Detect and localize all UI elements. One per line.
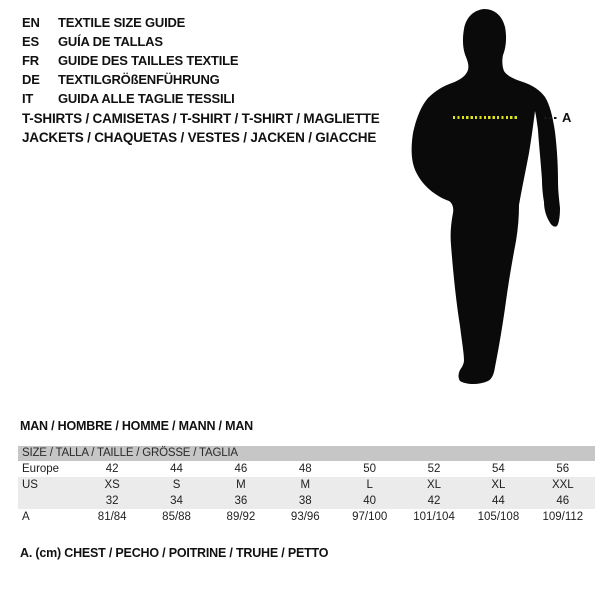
table-cell: M xyxy=(236,479,246,491)
table-cell: 50 xyxy=(363,463,377,475)
measure-leader-dashed-line xyxy=(544,117,559,119)
table-row xyxy=(18,493,595,509)
table-cell: 52 xyxy=(427,463,441,475)
table-row-label: A xyxy=(22,511,30,523)
language-row-en xyxy=(22,13,238,32)
language-code: EN xyxy=(22,15,40,30)
section-title-man: MAN / HOMBRE / HOMME / MANN / MAN xyxy=(20,419,253,433)
language-label: TEXTILGRÖßENFÜHRUNG xyxy=(58,72,220,87)
language-label: GUIDA ALLE TAGLIE TESSILI xyxy=(58,91,235,106)
table-cell: 44 xyxy=(492,495,505,507)
language-code: FR xyxy=(22,53,39,68)
table-cell: XL xyxy=(427,479,442,491)
table-cell: 105/108 xyxy=(477,511,520,523)
table-cell: 36 xyxy=(234,495,248,507)
table-cell: 46 xyxy=(556,495,570,507)
size-table-header: SIZE / TALLA / TAILLE / GRÖSSE / TAGLIA xyxy=(18,446,595,461)
language-row-fr xyxy=(22,51,238,70)
language-label: GUIDE DES TAILLES TEXTILE xyxy=(58,53,239,68)
man-silhouette-image xyxy=(398,8,570,393)
language-code: IT xyxy=(22,91,34,106)
table-cell: XL xyxy=(491,479,506,491)
table-cell: 42 xyxy=(105,463,119,475)
table-cell: 38 xyxy=(298,495,312,507)
table-cell: 48 xyxy=(298,463,312,475)
garment-categories xyxy=(22,109,380,147)
language-row-de xyxy=(22,70,238,89)
language-label: GUÍA DE TALLAS xyxy=(58,34,163,49)
category-tshirts: T-SHIRTS / CAMISETAS / T-SHIRT / T-SHIRT / MAGLIETTE xyxy=(22,111,380,126)
language-label: TEXTILE SIZE GUIDE xyxy=(58,15,186,30)
table-cell: 34 xyxy=(170,495,183,507)
chest-measure-dashed-line xyxy=(453,116,517,119)
table-cell: L xyxy=(366,479,373,491)
category-jackets: JACKETS / CHAQUETAS / VESTES / JACKEN / GIACCHE xyxy=(22,130,377,145)
table-cell: M xyxy=(300,479,311,491)
table-cell: S xyxy=(172,479,181,491)
measurement-footnote: A. (cm) CHEST / PECHO / POITRINE / TRUHE / PETTO xyxy=(20,546,329,560)
size-table xyxy=(18,446,595,525)
table-cell: 54 xyxy=(492,463,505,475)
table-cell: 40 xyxy=(363,495,377,507)
language-row-es xyxy=(22,32,238,51)
table-row-label: US xyxy=(22,479,38,491)
language-row-it xyxy=(22,89,238,108)
table-cell: 109/112 xyxy=(542,511,584,523)
table-cell: 44 xyxy=(170,463,183,475)
table-cell: 32 xyxy=(105,495,119,507)
table-cell: 42 xyxy=(427,495,441,507)
language-code: DE xyxy=(22,72,40,87)
table-row xyxy=(18,509,595,525)
table-row-label xyxy=(18,493,80,509)
table-cell: 97/100 xyxy=(352,511,388,523)
table-cell: 81/84 xyxy=(97,511,127,523)
table-cell: 89/92 xyxy=(226,511,256,523)
table-cell: 101/104 xyxy=(413,511,455,523)
measure-label-a: A xyxy=(562,110,572,125)
language-list xyxy=(22,13,238,108)
table-cell: 46 xyxy=(234,463,248,475)
table-row xyxy=(18,461,595,477)
table-cell: XS xyxy=(104,479,120,491)
size-table-body xyxy=(18,461,595,525)
table-row xyxy=(18,477,595,493)
table-cell: 85/88 xyxy=(162,511,191,523)
language-code: ES xyxy=(22,34,39,49)
table-cell: XXL xyxy=(551,479,574,491)
table-row-label: Europe xyxy=(22,463,60,475)
table-cell: 56 xyxy=(556,463,570,475)
table-cell: 93/96 xyxy=(290,511,320,523)
